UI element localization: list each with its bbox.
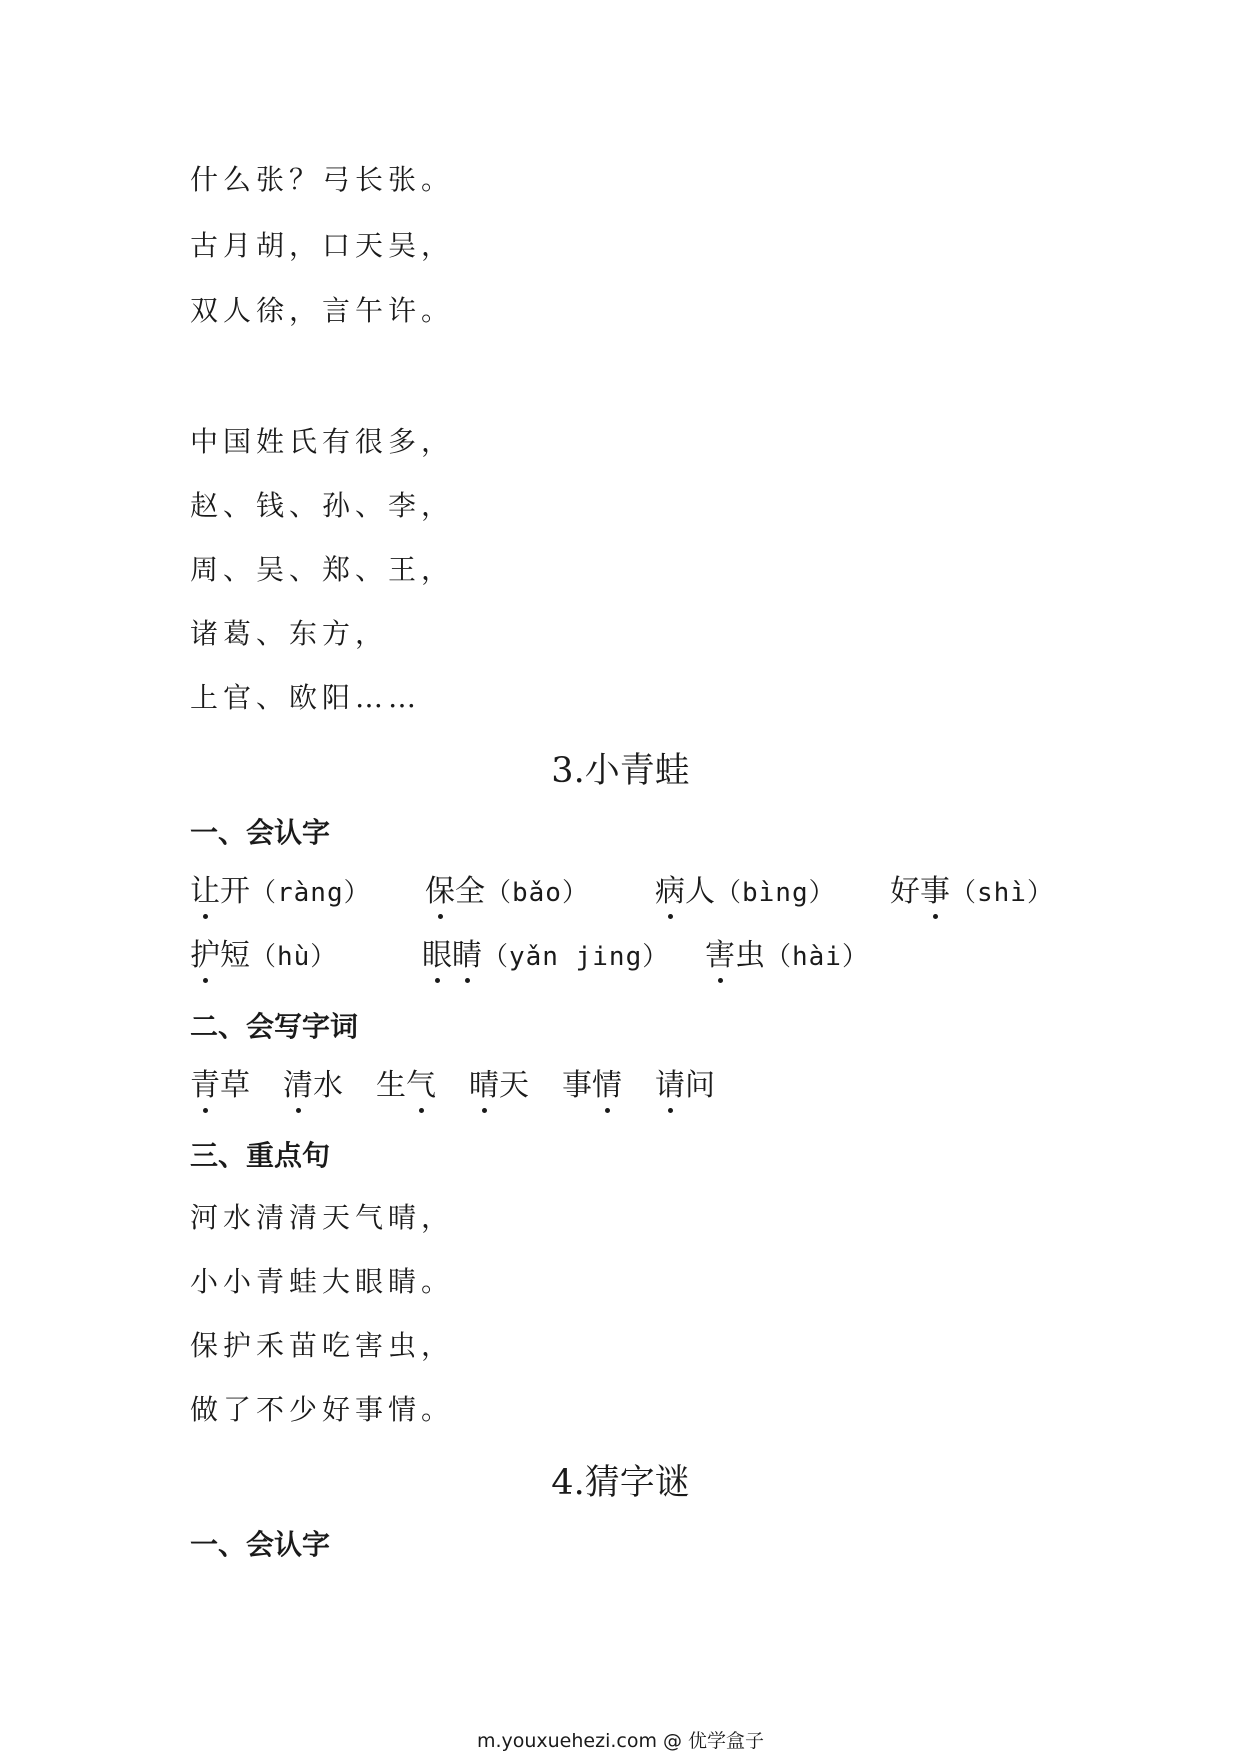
word-item: 青草: [190, 1066, 250, 1106]
lesson-3-title: 3.小青蛙: [551, 751, 690, 791]
lesson-4-title: 4.猜字谜: [551, 1463, 690, 1503]
pinyin: （hài）: [765, 942, 869, 972]
dotted-char: 清: [283, 1066, 313, 1106]
key-sentence: 小小青蛙大眼睛。: [190, 1265, 455, 1298]
vocab-item: 让开（ràng）: [190, 872, 371, 913]
surname-line: 上官、欧阳……: [190, 681, 422, 714]
dotted-char: 害: [705, 936, 735, 976]
surname-line: 周、吴、郑、王，: [190, 553, 455, 586]
section-heading-recognize: 一、会认字: [190, 1528, 331, 1561]
dotted-char: 事: [920, 872, 950, 912]
key-sentence: 保护禾苗吃害虫，: [190, 1329, 455, 1362]
vocab-item: 护短（hù）: [190, 936, 337, 977]
key-sentence: 河水清清天气晴，: [190, 1201, 455, 1234]
section-heading-recognize: 一、会认字: [190, 816, 331, 849]
dotted-char: 保: [425, 872, 455, 912]
word-item: 清水: [283, 1066, 343, 1106]
dotted-char: 让: [190, 872, 220, 912]
vocab-item: 好事（shì）: [890, 872, 1054, 913]
dotted-char: 晴: [469, 1066, 499, 1106]
word-item: 晴天: [469, 1066, 529, 1106]
pinyin: （yǎn jing）: [482, 942, 670, 972]
dotted-char: 情: [592, 1066, 622, 1106]
poem-line: 古月胡，口天吴，: [190, 229, 455, 262]
dotted-char: 睛: [452, 936, 482, 976]
section-heading-write: 二、会写字词: [190, 1010, 359, 1043]
vocab-item: 保全（bǎo）: [425, 872, 589, 913]
dotted-char: 气: [406, 1066, 436, 1106]
surname-line: 诸葛、东方，: [190, 617, 389, 650]
word-item: 事情: [562, 1066, 622, 1106]
dotted-char: 眼: [422, 936, 452, 976]
pinyin: （shì）: [950, 878, 1054, 908]
pinyin: （hù）: [250, 942, 338, 972]
vocab-item: 病人（bìng）: [655, 872, 836, 913]
word-item: 请问: [655, 1066, 715, 1106]
vocab-item: 害虫（hài）: [705, 936, 869, 977]
poem-line: 什么张？弓长张。: [190, 163, 455, 196]
section-heading-key-sentences: 三、重点句: [190, 1139, 331, 1172]
dotted-char: 病: [655, 872, 685, 912]
dotted-char: 护: [190, 936, 220, 976]
word-item: 生气: [376, 1066, 436, 1106]
dotted-char: 青: [190, 1066, 220, 1106]
surname-line: 中国姓氏有很多，: [190, 425, 455, 458]
pinyin: （bìng）: [715, 878, 836, 908]
surname-line: 赵、钱、孙、李，: [190, 489, 455, 522]
poem-line: 双人徐，言午许。: [190, 294, 455, 327]
vocab-item: [422, 936, 669, 977]
footer-watermark: m.youxuehezi.com @ 优学盒子: [476, 1730, 765, 1752]
dotted-char: 请: [655, 1066, 685, 1106]
key-sentence: 做了不少好事情。: [190, 1393, 455, 1426]
pinyin: （ràng）: [250, 878, 371, 908]
pinyin: （bǎo）: [485, 878, 589, 908]
